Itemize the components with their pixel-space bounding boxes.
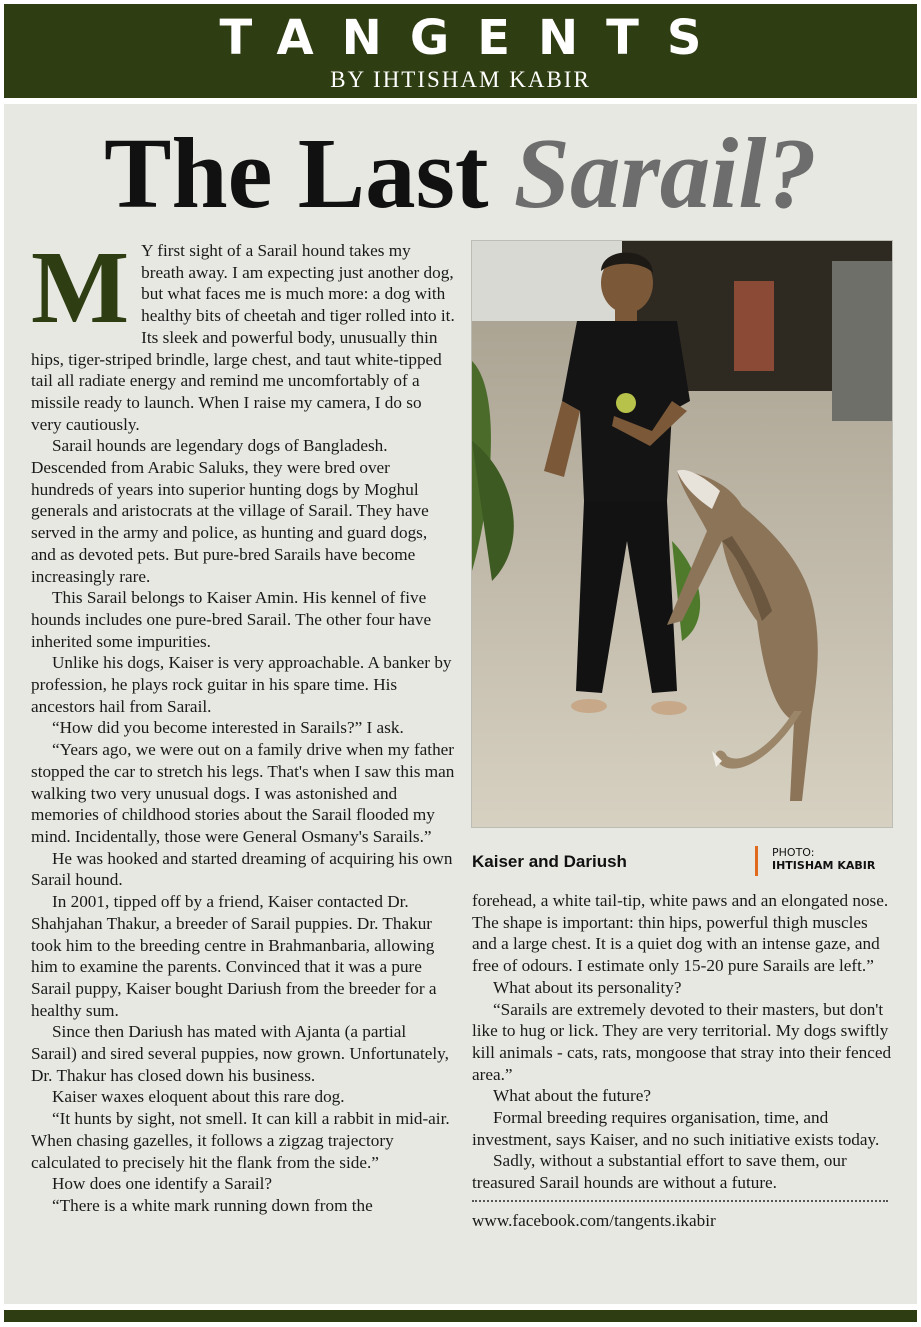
paragraph: This Sarail belongs to Kaiser Amin. His kennel of five hounds includes one pure-bred Sarail. The other four have inherited some impurities. [31, 588, 432, 651]
facebook-link[interactable]: www.facebook.com/tangents.ikabir [472, 1210, 716, 1230]
paragraph: “How did you become interested in Sarails?” I ask. [52, 718, 404, 738]
photo-credit-label: PHOTO: [772, 846, 815, 859]
paragraph: Unlike his dogs, Kaiser is very approachable. A banker by profession, he plays rock guitar in his spare time. His ancestors hail from Sarail. [31, 653, 452, 716]
headline-accent: Sarail? [513, 117, 817, 229]
masthead [4, 4, 917, 98]
paragraph: He was hooked and started dreaming of acquiring his own Sarail hound. [31, 848, 453, 890]
dotted-divider [472, 1200, 888, 1202]
paragraph: How does one identify a Sarail? [52, 1174, 273, 1194]
paragraph: Kaiser waxes eloquent about this rare dog. [52, 1087, 345, 1107]
drop-cap: M [31, 230, 130, 345]
paragraph: Since then Dariush has mated with Ajanta (a partial Sarail) and sired several puppies, now grown. Unfortunately, Dr. Thakur has closed down his business. [31, 1022, 449, 1085]
masthead-byline: BY IHTISHAM KABIR [330, 67, 591, 92]
footer-bar [4, 1310, 917, 1322]
paragraph: What about its personality? [493, 977, 682, 997]
paragraph: Y first sight of a Sarail hound takes my breath away. I am expecting just another dog, but what faces me is much more: a dog with healthy bits of cheetah and tiger rolled into it. Its sleek and powerful body, unusually thin hips, tiger-striped brindle, large chest, and taut white-tipped tail all radiate energy and remind me uncomfortably of a missile ready to launch. When I raise my camera, I do so very cautiously. [31, 241, 455, 434]
article-photo [471, 240, 893, 828]
photo-credit-name: IHTISHAM KABIR [772, 859, 876, 872]
headline-main: The Last [104, 117, 489, 229]
article-column-right [472, 890, 892, 1232]
paragraph: Formal breeding requires organisation, time, and investment, says Kaiser, and no such initiative exists today. [472, 1108, 880, 1149]
photo-caption: Kaiser and Dariush [472, 852, 627, 871]
paragraph: “There is a white mark running down from the [52, 1195, 373, 1215]
paragraph: What about the future? [493, 1086, 651, 1106]
masthead-title: TANGENTS [219, 10, 730, 66]
photo-illustration [472, 241, 893, 828]
paragraph: Sadly, without a substantial effort to save them, our treasured Sarail hounds are without a future. [472, 1151, 847, 1193]
paragraph: Sarail hounds are legendary dogs of Bangladesh. Descended from Arabic Saluks, they were bred over hundreds of years into superior hunting dogs by Moghul generals and aristocrats at the village of Sarail. They have served in the army and police, as hunting and guard dogs, and as devoted pets. But pure-bred Sarails have become increasingly rare. [31, 436, 429, 586]
article-headline [0, 118, 921, 228]
photo-credit [755, 846, 875, 876]
paragraph: “Years ago, we were out on a family drive when my father stopped the car to stretch his legs. That's when I saw this man walking two very unusual dogs. I was astonished and memories of childhood stories about the Sarail flooded my mind. Incidentally, those were General Osmany's Sarails.” [31, 740, 455, 846]
article-column-left [31, 230, 455, 1217]
paragraph: forehead, a white tail-tip, white paws and an elongated nose. The shape is important: thin hips, powerful thigh muscles and a large chest. It is a quiet dog with an intense gaze, and free of odours. I estimate only 15-20 pure Sarails are left.” [472, 891, 889, 976]
paragraph: “It hunts by sight, not smell. It can kill a rabbit in mid-air. When chasing gazelles, it follows a zigzag trajectory calculated to precisely hit the flank from the side.” [31, 1109, 450, 1172]
paragraph: “Sarails are extremely devoted to their masters, but don't like to hug or lick. They are very territorial. My dogs swiftly kill animals - cats, rats, mongoose that stray into their fenced area.” [472, 999, 892, 1084]
paragraph: In 2001, tipped off by a friend, Kaiser contacted Dr. Shahjahan Thakur, a breeder of Sarail puppies. Dr. Thakur took him to the breeding centre in Brahmanbaria, allowing him to examine the parents. Convinced that it was a pure Sarail puppy, Kaiser bought Dariush from the breeder for a healthy sum. [31, 892, 437, 1020]
